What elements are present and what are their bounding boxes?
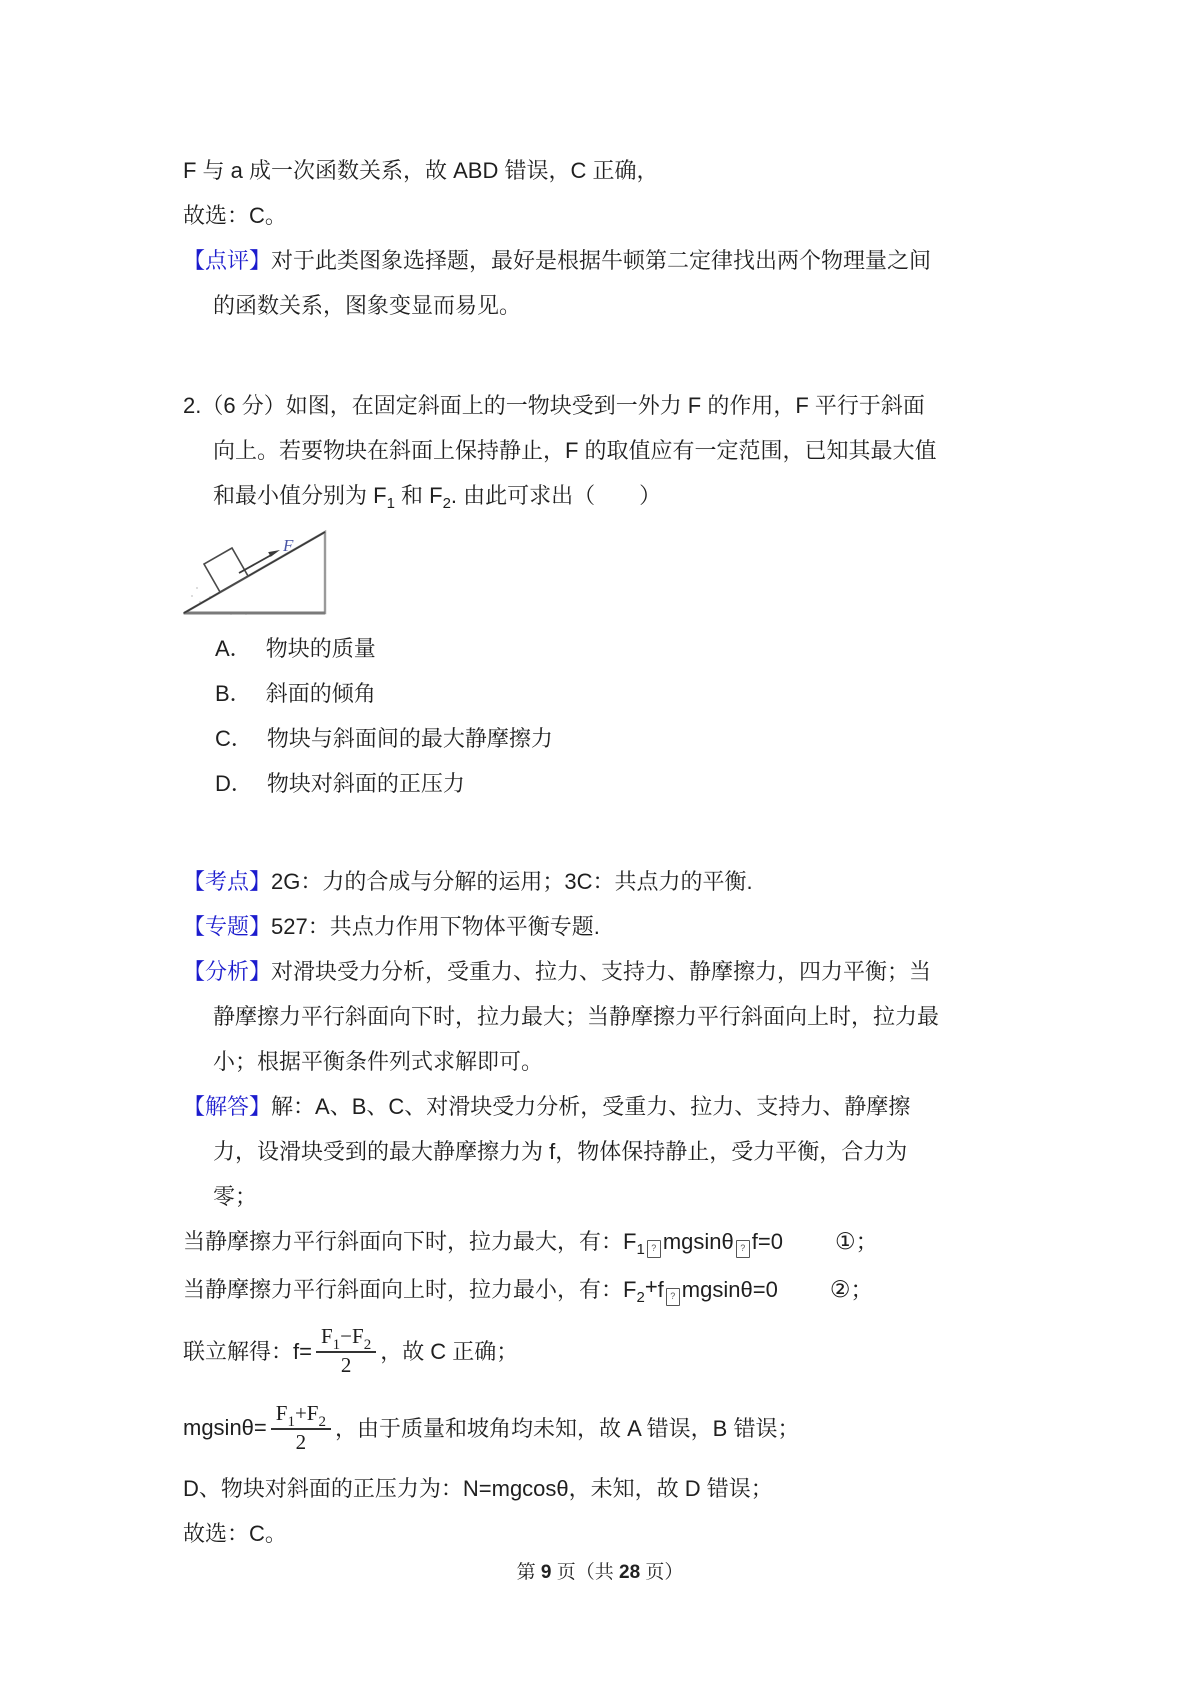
fraction-f bbox=[316, 1323, 376, 1378]
question-stem-line-2: 向上。若要物块在斜面上保持静止，F 的取值应有一定范围，已知其最大值 bbox=[213, 438, 937, 463]
option-a bbox=[215, 626, 1040, 671]
fenxi-text: 对滑块受力分析，受重力、拉力、支持力、静摩擦力，四力平衡；当 bbox=[271, 959, 932, 984]
option-b-text: 斜面的倾角 bbox=[265, 681, 376, 706]
frac-op: +F bbox=[294, 1401, 319, 1425]
circled-number-1: ①； bbox=[834, 1228, 879, 1254]
fenxi-tag: 【分析】 bbox=[183, 959, 272, 984]
footer-text: 第 bbox=[516, 1562, 541, 1583]
frac-sub-2: 2 bbox=[318, 1414, 326, 1430]
comment-line bbox=[183, 238, 1040, 283]
frac-sub-1: 1 bbox=[332, 1337, 341, 1353]
option-a-text: 物块的质量 bbox=[265, 636, 376, 661]
prev-answer-choice: 故选：C。 bbox=[183, 203, 287, 228]
kaodian-tag: 【考点】 bbox=[183, 869, 272, 894]
fraction-numerator bbox=[271, 1400, 331, 1430]
frac-op: −F bbox=[340, 1324, 364, 1348]
result-2-pre: mgsinθ= bbox=[183, 1414, 267, 1440]
footer-text: 页） bbox=[640, 1562, 684, 1583]
comment-line-2: 的函数关系，图象变显而易见。 bbox=[213, 293, 522, 318]
page-footer bbox=[0, 1558, 1200, 1588]
zhuanti-line bbox=[183, 904, 1040, 949]
result-1-post: ，故 C 正确； bbox=[380, 1339, 519, 1364]
result-line-2 bbox=[183, 1389, 1040, 1466]
incline-figure bbox=[183, 518, 1040, 616]
subscript-2: 2 bbox=[442, 495, 451, 512]
question-stem-line-3 bbox=[213, 473, 1040, 518]
subscript-1: 1 bbox=[386, 495, 395, 512]
footer-page-number: 9 bbox=[540, 1562, 552, 1583]
result-line-1 bbox=[183, 1312, 1040, 1389]
jieda-line-1 bbox=[183, 1084, 1040, 1129]
equation-1-end: f=0 bbox=[751, 1229, 783, 1254]
circled-number-2: ②； bbox=[829, 1276, 874, 1302]
comment-tag: 【点评】 bbox=[183, 248, 272, 273]
frac-F: F bbox=[320, 1324, 333, 1348]
option-d-judgement: D、物块对斜面的正压力为：N=mgcosθ，未知，故 D 错误； bbox=[183, 1476, 773, 1501]
equation-1-text: 当静摩擦力平行斜面向下时，拉力最大，有： bbox=[183, 1229, 624, 1254]
option-c bbox=[215, 716, 1040, 761]
option-b bbox=[215, 671, 1040, 716]
frac-F: F bbox=[275, 1401, 288, 1425]
missing-glyph-box: ? bbox=[736, 1240, 750, 1258]
missing-glyph-box: ? bbox=[647, 1240, 661, 1258]
prev-answer-line: F 与 a 成一次函数关系，故 ABD 错误，C 正确， bbox=[183, 158, 659, 183]
jieda-line-3: 零； bbox=[213, 1184, 258, 1209]
result-2-post: ，由于质量和坡角均未知，故 A 错误，B 错误； bbox=[335, 1416, 800, 1441]
force-label: F bbox=[283, 536, 294, 555]
option-d bbox=[215, 761, 1040, 806]
equation-2-mid: mgsinθ=0 bbox=[681, 1277, 778, 1302]
option-c-label: C． bbox=[215, 726, 253, 751]
stem-text: . 由此可求出（ ） bbox=[450, 483, 662, 508]
option-d-label: D． bbox=[215, 771, 253, 796]
equation-1-F: F bbox=[623, 1229, 637, 1254]
kaodian-line bbox=[183, 859, 1040, 904]
equation-line-1 bbox=[183, 1219, 1040, 1264]
subscript-1: 1 bbox=[636, 1241, 645, 1258]
equation-2-f: f bbox=[657, 1277, 664, 1302]
equation-line-2 bbox=[183, 1264, 1040, 1312]
jieda-text: 解：A、B、C、对滑块受力分析，受重力、拉力、支持力、静摩擦 bbox=[271, 1094, 911, 1119]
fenxi-line-3: 小；根据平衡条件列式求解即可。 bbox=[213, 1049, 544, 1074]
result-1-pre: 联立解得：f= bbox=[183, 1339, 312, 1364]
stem-text: 和最小值分别为 F bbox=[213, 483, 387, 508]
option-c-text: 物块与斜面间的最大静摩擦力 bbox=[266, 726, 553, 751]
fenxi-line-2: 静摩擦力平行斜面向下时，拉力最大；当静摩擦力平行斜面向上时，拉力最 bbox=[213, 1004, 940, 1029]
option-d-text: 物块对斜面的正压力 bbox=[266, 771, 465, 796]
frac-sub-2: 2 bbox=[363, 1337, 372, 1353]
final-answer: 故选：C。 bbox=[183, 1521, 287, 1546]
equation-2-F: F bbox=[623, 1277, 637, 1302]
fraction-mgsin bbox=[271, 1400, 331, 1455]
option-a-label: A． bbox=[215, 636, 252, 661]
equation-1-mid: mgsinθ bbox=[662, 1229, 734, 1254]
question-stem-line-1: 2.（6 分）如图，在固定斜面上的一物块受到一外力 F 的作用，F 平行于斜面 bbox=[183, 393, 925, 418]
footer-text: 页（共 bbox=[551, 1562, 619, 1583]
jieda-tag: 【解答】 bbox=[183, 1094, 272, 1119]
missing-glyph-box: ? bbox=[666, 1288, 680, 1306]
subscript-2: 2 bbox=[636, 1289, 645, 1306]
footer-total-pages: 28 bbox=[619, 1562, 641, 1583]
fraction-denominator: 2 bbox=[340, 1353, 352, 1377]
frac-sub-1: 1 bbox=[287, 1414, 295, 1430]
fenxi-line-1 bbox=[183, 949, 1040, 994]
option-list bbox=[183, 626, 1040, 806]
incline-diagram bbox=[183, 518, 358, 616]
zhuanti-text: 527：共点力作用下物体平衡专题. bbox=[271, 914, 600, 939]
plus-sign: + bbox=[644, 1274, 658, 1299]
comment-text: 对于此类图象选择题，最好是根据牛顿第二定律找出两个物理量之间 bbox=[271, 248, 932, 273]
fraction-numerator bbox=[316, 1323, 376, 1353]
option-b-label: B． bbox=[215, 681, 252, 706]
kaodian-text: 2G：力的合成与分解的运用；3C：共点力的平衡. bbox=[271, 869, 753, 894]
jieda-line-2: 力，设滑块受到的最大静摩擦力为 f，物体保持静止，受力平衡，合力为 bbox=[213, 1139, 908, 1164]
equation-2-text: 当静摩擦力平行斜面向上时，拉力最小，有： bbox=[183, 1277, 624, 1302]
fraction-denominator: 2 bbox=[295, 1430, 307, 1454]
zhuanti-tag: 【专题】 bbox=[183, 914, 272, 939]
stem-text: 和 F bbox=[394, 483, 443, 508]
